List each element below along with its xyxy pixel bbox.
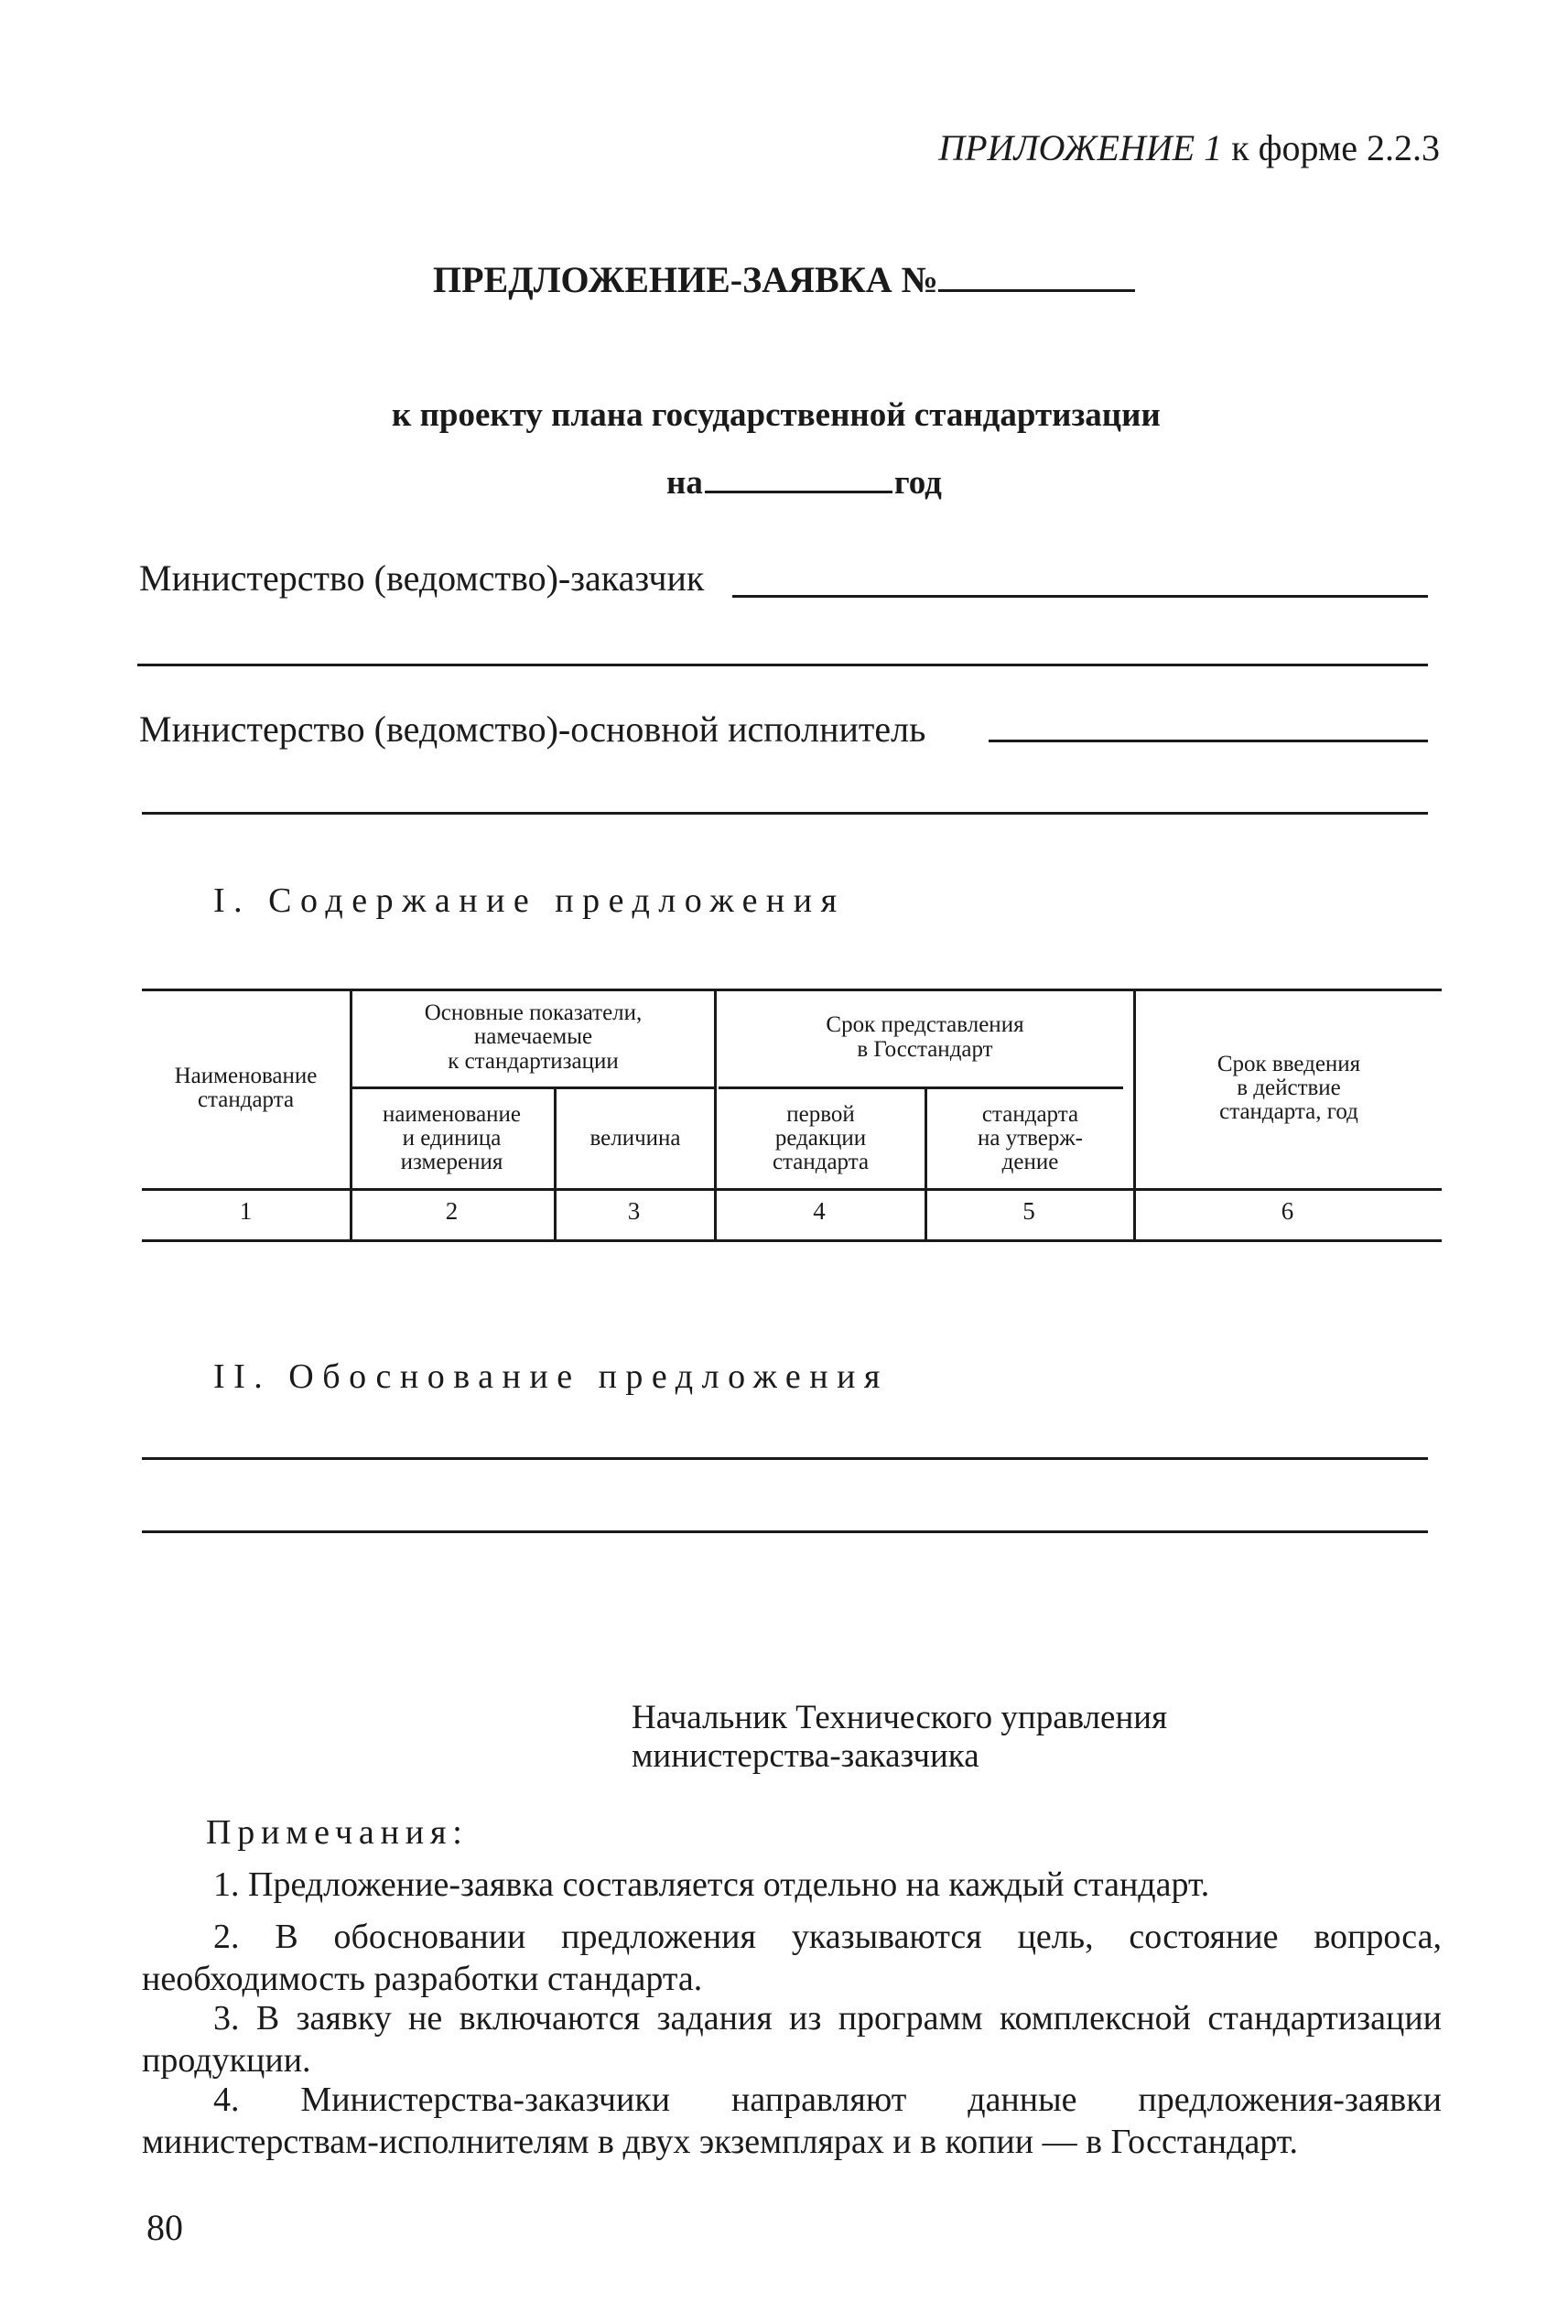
year-suffix: год <box>893 464 942 502</box>
table-header-rule <box>142 1188 1442 1191</box>
section2-title: II. Обоснование предложения <box>213 1357 889 1396</box>
header-effective-date: Срок введения в действие стандарта, год <box>1217 1051 1361 1125</box>
note-item-2: 2. В обосновании предложения указываются цель, состояние вопроса, необходимость разработки стандарта. <box>142 1918 1442 1998</box>
signature-line-2: министерства-заказчика <box>632 1737 979 1775</box>
note-item-1: 1. Предложение-заявка составляется отдельно на каждый стандарт. <box>213 1865 1210 1904</box>
col-number-3: 3 <box>627 1197 641 1225</box>
doc-title <box>433 258 1135 302</box>
section1-title: I. Содержание предложения <box>213 881 846 920</box>
appendix-header <box>938 126 1440 170</box>
col-number-1: 1 <box>239 1197 253 1225</box>
col-number-2: 2 <box>445 1197 459 1225</box>
plan-year-blank[interactable] <box>705 491 892 493</box>
page-number: 80 <box>146 2207 183 2248</box>
header-indicator-value: величина <box>589 1125 681 1151</box>
header-indicator-name-unit: наименование и единица измерения <box>382 1101 522 1175</box>
header-submission-deadline: Срок представления в Госстандарт <box>826 1012 1024 1062</box>
justification-line-2[interactable] <box>142 1530 1428 1533</box>
note-item-4: 4. Министерства-заказчики направляют данные предложения-заявки министерствам-исполнителям в двух экземплярах и в копии — в Госстандарт. <box>142 2081 1442 2161</box>
customer-field-line-2[interactable] <box>137 664 1428 666</box>
executor-label: Министерство (ведомство)-основной исполнитель <box>139 708 926 750</box>
note-item-3: 3. В заявку не включаются задания из программ комплексной стандартизации продукции. <box>142 1999 1442 2080</box>
header-first-draft: первой редакции стандарта <box>772 1101 870 1175</box>
plan-year <box>666 463 942 503</box>
col-number-5: 5 <box>1022 1197 1035 1225</box>
customer-field-line[interactable] <box>732 595 1428 598</box>
justification-line-1[interactable] <box>142 1457 1428 1460</box>
col-number-6: 6 <box>1281 1197 1294 1225</box>
doc-title-text: ПРЕДЛОЖЕНИЕ-ЗАЯВКА № <box>433 259 938 300</box>
header-standard-name: Наименование стандарта <box>174 1063 318 1112</box>
appendix-label: ПРИЛОЖЕНИЕ 1 <box>938 127 1223 168</box>
request-number-blank[interactable] <box>938 289 1135 292</box>
customer-label: Министерство (ведомство)-заказчик <box>139 557 705 599</box>
appendix-form-ref: к форме 2.2.3 <box>1231 127 1440 168</box>
executor-field-line[interactable] <box>989 740 1428 742</box>
doc-subtitle: к проекту плана государственной стандартизации <box>392 396 1161 434</box>
col-number-4: 4 <box>813 1197 826 1225</box>
notes-title: Примечания: <box>206 1813 469 1852</box>
header-key-indicators: Основные показатели, намечаемые к стандартизации <box>424 1000 643 1074</box>
header-for-approval: стандарта на утверж- дение <box>977 1101 1083 1175</box>
signature-line-1: Начальник Технического управления <box>632 1699 1168 1736</box>
content-table <box>142 989 1442 1245</box>
table-bottom-rule <box>142 1239 1442 1242</box>
year-prefix: на <box>666 464 703 502</box>
executor-field-line-2[interactable] <box>142 812 1428 815</box>
